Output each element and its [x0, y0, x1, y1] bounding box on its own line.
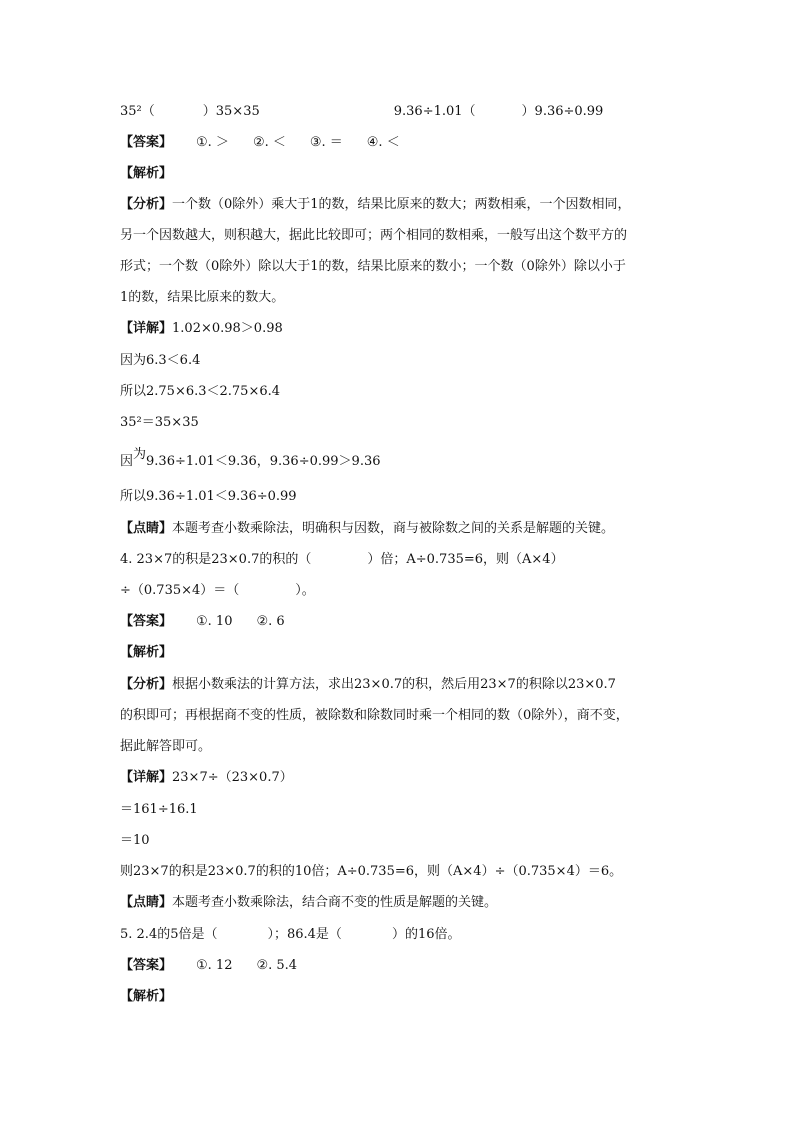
analysis-heading: 【解析】	[120, 989, 173, 1004]
detail-line	[120, 321, 283, 337]
expr: 9.36÷1.01（	[393, 104, 476, 119]
analysis-heading: 【解析】	[120, 645, 173, 660]
answer-item: ②. ＜	[252, 135, 286, 150]
answer-label: 【答案】	[120, 135, 173, 150]
question-4-cont	[120, 583, 315, 599]
detail-line: 所以9.36÷1.01＜9.36÷0.99	[120, 489, 297, 504]
detail-text: 23×7÷（23×0.7）	[172, 770, 293, 785]
analysis-label: 【分析】	[120, 197, 173, 212]
analysis-line	[120, 677, 616, 693]
detail-text: 1.02×0.98＞0.98	[172, 321, 283, 336]
detail-line: 因为6.3＜6.4	[120, 353, 201, 368]
remark-label: 【点睛】	[120, 521, 173, 536]
answer-item: ①. 10	[196, 614, 233, 629]
analysis-label: 【分析】	[120, 677, 173, 692]
answer-label: 【答案】	[120, 958, 173, 973]
question-text: ）。	[295, 583, 315, 598]
analysis-heading: 【解析】	[120, 166, 173, 181]
answer-line	[120, 135, 400, 151]
analysis-line: 的积即可；再根据商不变的性质，被除数和除数同时乘一个相同的数（0除外），商不变，	[120, 708, 629, 723]
answer-item: ①. 12	[196, 958, 233, 973]
analysis-line: 另一个因数越大，则积越大，据此比较即可；两个相同的数相乘，一般写出这个数平方的	[120, 228, 628, 243]
answer-line	[120, 958, 297, 974]
question-text: ）；86.4是（	[267, 927, 342, 942]
analysis-line	[120, 197, 631, 213]
question-4	[120, 552, 564, 568]
detail-line	[120, 447, 381, 470]
expr: ）35×35	[202, 104, 260, 119]
question-text: 4. 23×7的积是23×0.7的积的（	[120, 552, 312, 567]
question-5	[120, 927, 460, 943]
answer-item: ①. ＞	[196, 135, 229, 150]
detail-line: ＝161÷16.1	[120, 802, 198, 817]
answer-label: 【答案】	[120, 614, 173, 629]
remark-label: 【点睛】	[120, 895, 173, 910]
expr: 35²（	[120, 104, 155, 119]
detail-line: 所以2.75×6.3＜2.75×6.4	[120, 384, 281, 399]
question-text: ÷（0.735×4）＝（	[120, 583, 240, 598]
answer-item: ②. 6	[256, 614, 285, 629]
detail-text: 9.36÷1.01＜9.36，9.36÷0.99＞9.36	[146, 454, 381, 469]
answer-item: ③. ＝	[309, 135, 343, 150]
remark-line	[120, 895, 497, 911]
detail-text: 为	[133, 447, 147, 462]
expr: ）9.36÷0.99	[521, 104, 604, 119]
remark-text: 本题考查小数乘除法，结合商不变的性质是解题的关键。	[172, 895, 498, 910]
remark-line	[120, 521, 614, 537]
question-text: ）的16倍。	[391, 927, 461, 942]
detail-label: 【详解】	[120, 321, 173, 336]
detail-line	[120, 770, 293, 786]
analysis-text: 根据小数乘法的计算方法，求出23×0.7的积，然后用23×7的积除以23×0.7	[172, 677, 616, 692]
detail-line: 则23×7的积是23×0.7的积的10倍；A÷0.735=6，则（A×4）÷（0.735×4）＝6。	[120, 864, 623, 879]
detail-line: 35²＝35×35	[120, 415, 199, 430]
answer-item: ②. 5.4	[256, 958, 298, 973]
remark-text: 本题考查小数乘除法，明确积与因数，商与被除数之间的关系是解题的关键。	[172, 521, 615, 536]
detail-label: 【详解】	[120, 770, 173, 785]
analysis-line: 1的数，结果比原来的数大。	[120, 290, 285, 305]
answer-item: ④. ＜	[366, 135, 400, 150]
answer-line	[120, 614, 285, 630]
comparison-line	[120, 104, 603, 120]
analysis-line: 形式；一个数（0除外）除以大于1的数，结果比原来的数小；一个数（0除外）除以小于	[120, 259, 626, 274]
question-text: 5. 2.4的5倍是（	[120, 927, 218, 942]
detail-line: ＝10	[120, 833, 150, 848]
question-text: ）倍；A÷0.735=6，则（A×4）	[367, 552, 564, 567]
analysis-line: 据此解答即可。	[120, 739, 212, 754]
analysis-text: 一个数（0除外）乘大于1的数，结果比原来的数大；两数相乘，一个因数相同，	[172, 197, 631, 212]
detail-text: 因	[120, 454, 134, 469]
